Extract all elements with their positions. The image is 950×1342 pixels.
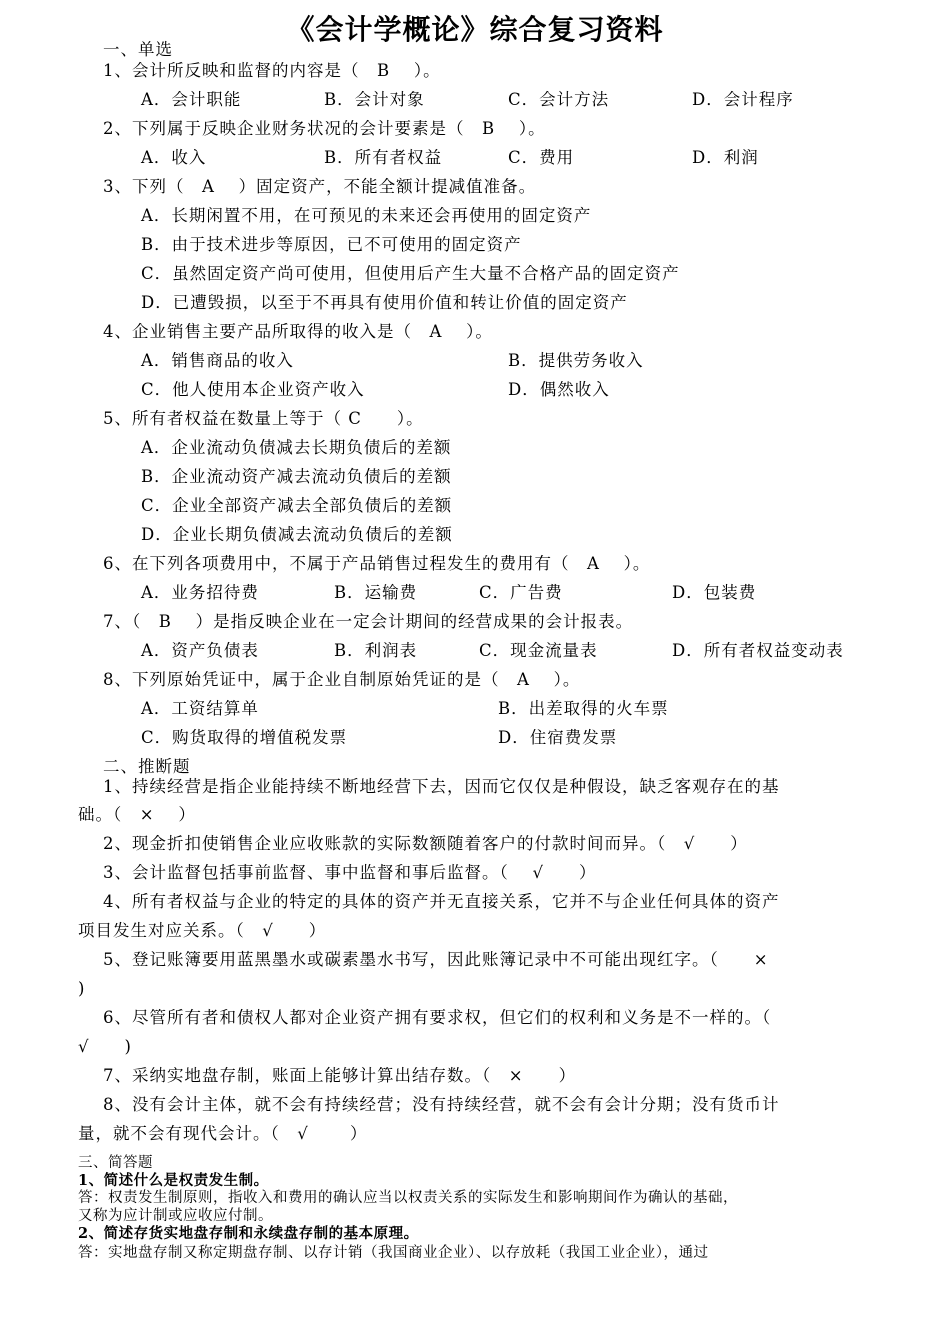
- option: A．企业流动负债减去长期负债后的差额: [141, 438, 452, 457]
- short-answer-text: 答：权责发生制原则，指收入和费用的确认应当以权责关系的实际发生和影响期间作为确认的基础，: [78, 1190, 738, 1206]
- option: A．业务招待费: [141, 583, 259, 602]
- short-answer-question: 1、简述什么是权责发生制。: [78, 1172, 269, 1189]
- option: C．费用: [508, 148, 575, 167]
- option: D．利润: [692, 148, 759, 167]
- short-answer-question: 2、简述存货实地盘存制和永续盘存制的基本原理。: [78, 1225, 419, 1242]
- section-heading-short-answer: 三、简答题: [78, 1155, 153, 1171]
- question-stem: 6、在下列各项费用中，不属于产品销售过程发生的费用有（ A ）。: [103, 554, 651, 573]
- tf-item: 8、没有会计主体，就不会有持续经营；没有持续经营，就不会有会计分期；没有货币计: [103, 1095, 780, 1114]
- tf-item-continued: √ ): [78, 1037, 132, 1056]
- option: B．出差取得的火车票: [498, 699, 669, 718]
- option: A．长期闲置不用，在可预见的未来还会再使用的固定资产: [141, 206, 592, 225]
- document-title: 《会计学概论》综合复习资料: [286, 13, 664, 46]
- option: B．由于技术进步等原因，已不可使用的固定资产: [141, 235, 522, 254]
- question-stem: 3、下列（ A ）固定资产，不能全额计提减值准备。: [103, 177, 537, 196]
- option: A．会计职能: [141, 90, 242, 109]
- option: A．工资结算单: [141, 699, 259, 718]
- tf-item-continued: 础。（ × ）: [78, 805, 196, 824]
- question-stem: 7、（ B ）是指反映企业在一定会计期间的经营成果的会计报表。: [103, 612, 634, 631]
- tf-item: 6、尽管所有者和债权人都对企业资产拥有要求权，但它们的权利和义务是不一样的。（: [103, 1008, 772, 1027]
- option: D．已遭毁损，以至于不再具有使用价值和转让价值的固定资产: [141, 293, 628, 312]
- tf-item-continued: 项目发生对应关系。（ √ ）: [78, 921, 327, 940]
- option: D．企业长期负债减去流动负债后的差额: [141, 525, 453, 544]
- option: D．偶然收入: [508, 380, 610, 399]
- option: C．企业全部资产减去全部负债后的差额: [141, 496, 453, 515]
- tf-item: 4、所有者权益与企业的特定的具体的资产并无直接关系，它并不与企业任何具体的资产: [103, 892, 780, 911]
- tf-item-continued: ): [78, 979, 86, 998]
- option: D．会计程序: [692, 90, 794, 109]
- tf-item-continued: 量，就不会有现代会计。（ √ ）: [78, 1124, 368, 1143]
- option: B．企业流动资产减去流动负债后的差额: [141, 467, 452, 486]
- option: B．运输费: [334, 583, 418, 602]
- option: C．广告费: [479, 583, 563, 602]
- tf-item: 3、会计监督包括事前监督、事中监督和事后监督。（ √ ）: [103, 863, 597, 882]
- question-stem: 4、企业销售主要产品所取得的收入是（ A ）。: [103, 322, 493, 341]
- option: D．包装费: [672, 583, 757, 602]
- option: C．他人使用本企业资产收入: [141, 380, 365, 399]
- tf-item: 7、采纳实地盘存制，账面上能够计算出结存数。（ × ）: [103, 1066, 577, 1085]
- option: C．虽然固定资产尚可使用，但使用后产生大量不合格产品的固定资产: [141, 264, 680, 283]
- option: C．购货取得的增值税发票: [141, 728, 348, 747]
- tf-item: 5、登记账簿要用蓝黑墨水或碳素墨水书写，因此账簿记录中不可能出现红字。（ ×: [103, 950, 769, 969]
- question-stem: 8、下列原始凭证中，属于企业自制原始凭证的是（ A ）。: [103, 670, 581, 689]
- option: C．现金流量表: [479, 641, 598, 660]
- option: B．提供劳务收入: [508, 351, 644, 370]
- option: B．会计对象: [324, 90, 425, 109]
- question-stem: 2、下列属于反映企业财务状况的会计要素是（ B ）。: [103, 119, 546, 138]
- option: D．所有者权益变动表: [672, 641, 844, 660]
- question-stem: 1、会计所反映和监督的内容是（ B ）。: [103, 61, 441, 80]
- option: B．利润表: [334, 641, 418, 660]
- short-answer-text: 又称为应计制或应收应付制。: [78, 1208, 273, 1224]
- tf-item: 2、现金折扣使销售企业应收账款的实际数额随着客户的付款时间而异。（ √ ）: [103, 834, 748, 853]
- section-heading-single-choice: 一、单选: [103, 40, 173, 59]
- option: A．销售商品的收入: [141, 351, 294, 370]
- option: A．收入: [141, 148, 207, 167]
- option: B．所有者权益: [324, 148, 443, 167]
- option: C．会计方法: [508, 90, 610, 109]
- section-heading-true-false: 二、推断题: [103, 757, 191, 776]
- option: A．资产负债表: [141, 641, 259, 660]
- short-answer-text: 答：实地盘存制又称定期盘存制、以存计销（我国商业企业）、以存放耗（我国工业企业），通过: [78, 1245, 709, 1261]
- tf-item: 1、持续经营是指企业能持续不断地经营下去，因而它仅仅是种假设，缺乏客观存在的基: [103, 777, 780, 796]
- question-stem: 5、所有者权益在数量上等于（ C ）。: [103, 409, 424, 428]
- option: D．住宿费发票: [498, 728, 618, 747]
